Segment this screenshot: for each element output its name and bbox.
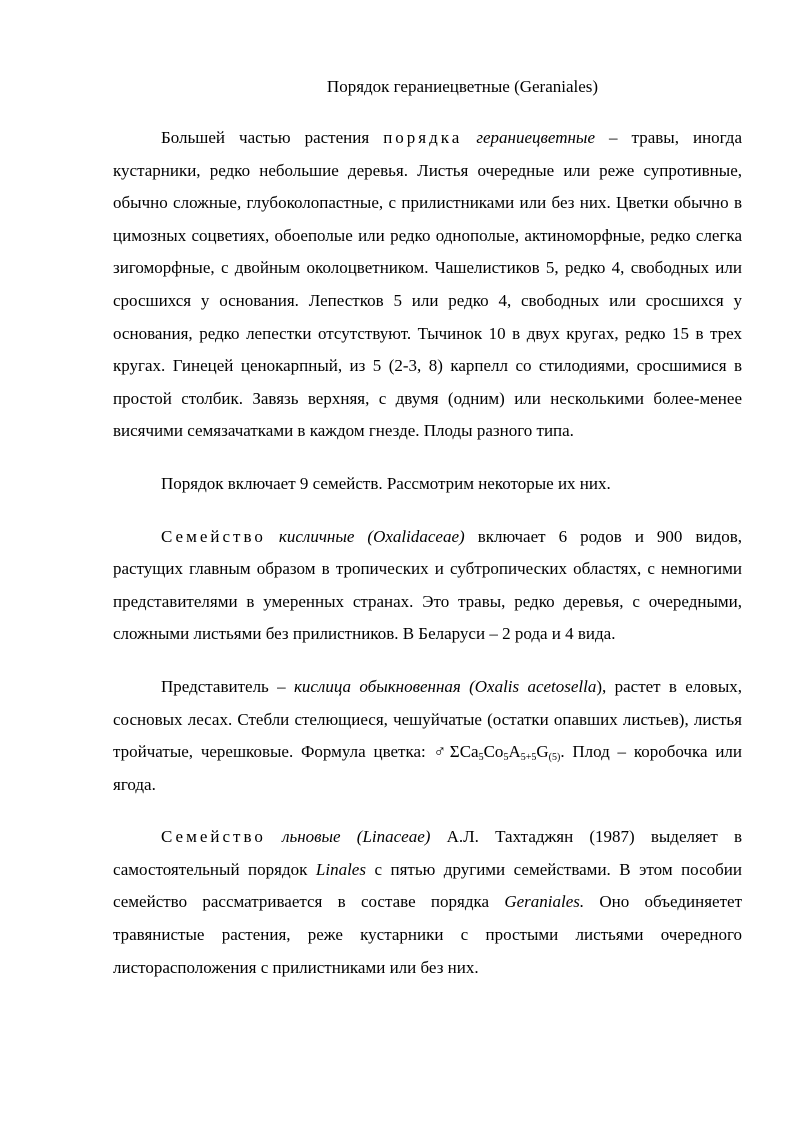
text-run: [266, 527, 279, 546]
formula-subscript: 5: [503, 752, 509, 764]
italic-term: кисличные (Oxalidaceae): [278, 526, 465, 546]
text-run: включает 6 родов и 900 видов, растущих главным образом в тропических и субтропических областях, с немногими представителями в умеренных странах. Это травы, редко деревья, с очередными, сложными листьями без прилистников. В Беларуси – 2 рода и 4 вида.: [113, 526, 742, 644]
text-run: Представитель –: [161, 676, 294, 696]
spaced-word: Семейство: [161, 827, 266, 847]
text-run: с пятью другими семействами. В этом пособии семейство рассматривается в составе порядка: [113, 859, 742, 912]
formula-part: A: [508, 742, 521, 762]
paragraph-oxalis: [113, 671, 742, 801]
document-page: [113, 72, 742, 1004]
formula-subscript: 5+5: [520, 752, 537, 764]
formula-subscript: (5): [548, 752, 561, 764]
paragraph-linaceae: [113, 821, 742, 984]
section-title: Порядок гераниецветные (Geraniales): [326, 77, 599, 96]
formula-part: Co: [483, 742, 504, 762]
spaced-word: Семейство: [161, 526, 266, 546]
text-run: А.Л. Тахтаджян (1987) выделяет в самостоятельный порядок: [113, 827, 742, 879]
text-run: Оно объединяетет травянистые растения, реже кустарники с простыми листьями очередного листорасположения с прилистниками или без них.: [113, 892, 742, 977]
paragraph-order-description: [113, 122, 742, 448]
text-run: ), растет в еловых, сосновых лесах. Стебли стелющиеся, чешуйчатые (остатки опавших листьев), листья тройчатые, черешковые. Формула цветка: ♂ΣCa: [113, 676, 742, 762]
italic-term: льновые (Linaceae): [282, 827, 431, 847]
paragraph-oxalidaceae: [113, 521, 742, 651]
formula-subscript: 5: [478, 752, 484, 764]
italic-term: Geraniales.: [504, 892, 585, 912]
italic-term: гераниецветные: [476, 128, 595, 147]
formula-part: G: [536, 742, 549, 762]
text-run: . Плод – коробочка или ягода.: [113, 742, 742, 794]
text-run: Большей частью растения: [161, 128, 384, 147]
text-run: [266, 827, 282, 846]
text-run: [462, 128, 476, 147]
italic-term: кислица обыкновенная (Oxalis acetosella: [293, 676, 597, 696]
text-run: – травы, иногда кустарники, редко небольшие деревья. Листья очередные или реже супротивные, обычно сложные, глубоколопастные, с прилистниками или без них. Цветки обычно в цимозных соцветиях, обоеполые или редко однополые, актиноморфные, редко слегка зигоморфные, с двойным околоцветником. Чашелистиков 5, редко 4, свободных или сросшихся у основания. Лепестков 5 или редко 4, свободных или сросшихся у основания, редко лепестки отсутствуют. Тычинок 10 в двух кругах, редко 15 в трех кругах. Гинецей ценокарпный, из 5 (2-3, 8) карпелл со стилодиями, сросшимися в простой столбик. Завязь верхняя, с двумя (одним) или несколькими более-менее висячими семязачатками в каждом гнезде. Плоды разного типа.: [113, 128, 742, 441]
spaced-word: порядка: [383, 128, 463, 147]
italic-term: Linales: [315, 859, 366, 879]
paragraph-families-count: Порядок включает 9 семейств. Рассмотрим некоторые их них.: [161, 473, 611, 493]
